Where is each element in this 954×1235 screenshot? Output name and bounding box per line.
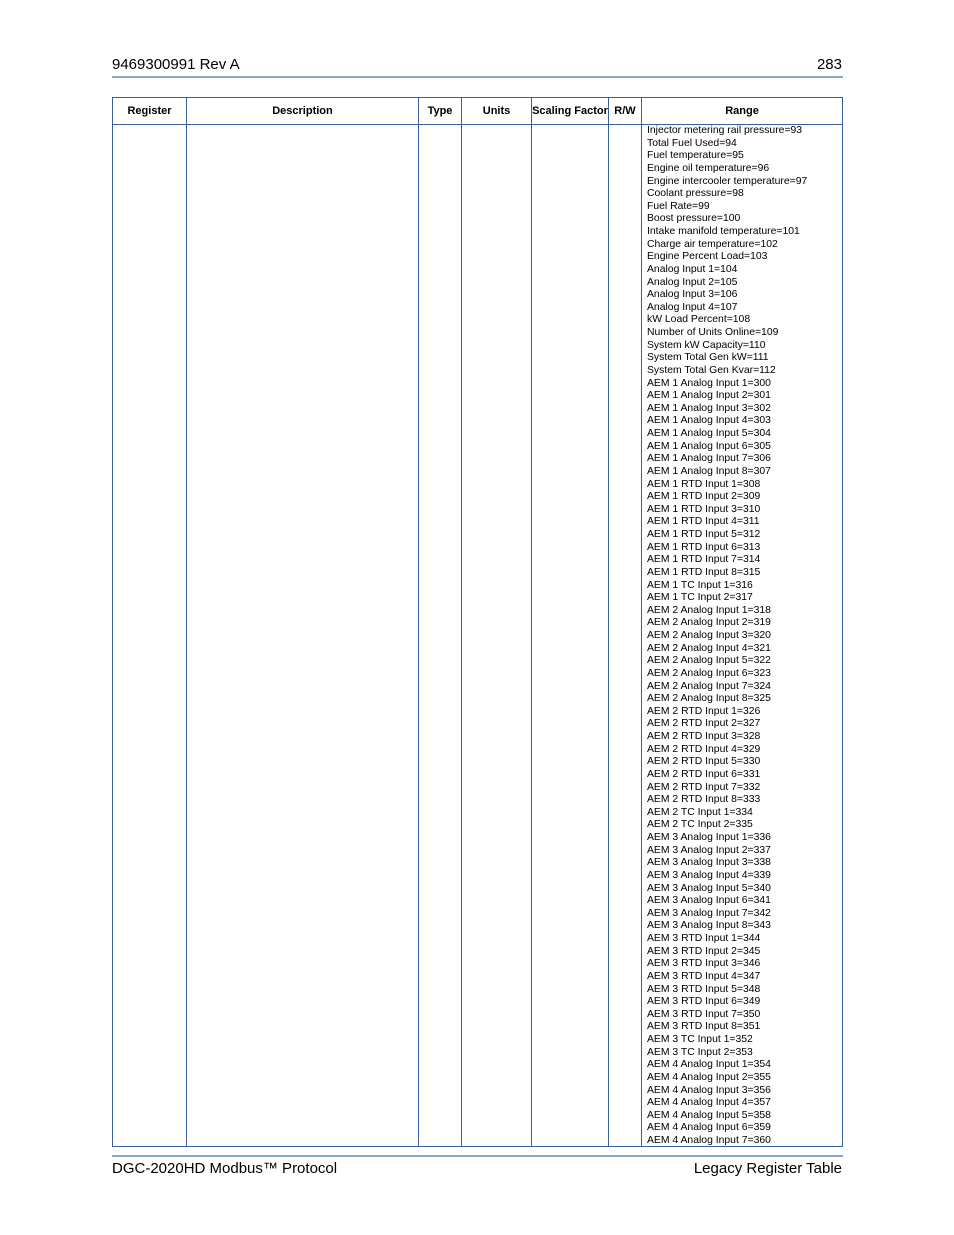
range-item: Engine intercooler temperature=97 bbox=[647, 175, 808, 187]
range-item: AEM 3 Analog Input 7=342 bbox=[647, 907, 771, 919]
column-header-description: Description bbox=[272, 104, 333, 117]
range-item: AEM 3 RTD Input 2=345 bbox=[647, 945, 761, 957]
column-header-register: Register bbox=[127, 104, 172, 117]
range-item: AEM 1 Analog Input 1=300 bbox=[647, 377, 771, 389]
range-item: Analog Input 4=107 bbox=[647, 301, 738, 313]
range-item: System Total Gen Kvar=112 bbox=[647, 364, 776, 376]
range-item: Fuel Rate=99 bbox=[647, 200, 710, 212]
range-item: AEM 3 RTD Input 7=350 bbox=[647, 1008, 761, 1020]
range-item: AEM 1 Analog Input 5=304 bbox=[647, 428, 771, 439]
range-list bbox=[647, 125, 842, 1148]
range-item: AEM 2 Analog Input 6=323 bbox=[647, 667, 771, 679]
range-item: AEM 2 TC Input 2=335 bbox=[647, 819, 753, 831]
range-item: System kW Capacity=110 bbox=[647, 339, 766, 351]
range-item: Engine oil temperature=96 bbox=[647, 162, 770, 174]
range-item: Charge air temperature=102 bbox=[647, 238, 778, 250]
range-item: AEM 3 Analog Input 8=343 bbox=[647, 920, 771, 932]
range-item: AEM 2 TC Input 1=334 bbox=[647, 806, 753, 818]
range-item: AEM 1 Analog Input 2=301 bbox=[647, 390, 771, 402]
range-item: AEM 2 RTD Input 5=330 bbox=[647, 756, 761, 768]
range-item: AEM 3 RTD Input 8=351 bbox=[647, 1021, 761, 1033]
footer-document-title: DGC-2020HD Modbus™ Protocol bbox=[112, 1160, 338, 1177]
range-item: AEM 1 RTD Input 8=315 bbox=[647, 566, 761, 578]
range-item: AEM 1 RTD Input 3=310 bbox=[647, 503, 761, 515]
range-item: AEM 2 Analog Input 8=325 bbox=[647, 693, 771, 705]
range-item: AEM 3 Analog Input 2=337 bbox=[647, 844, 771, 856]
range-item: AEM 2 Analog Input 1=318 bbox=[647, 604, 771, 616]
range-item: AEM 3 TC Input 1=352 bbox=[647, 1034, 753, 1045]
range-item: AEM 4 Analog Input 6=359 bbox=[647, 1122, 771, 1134]
range-item: AEM 2 RTD Input 6=331 bbox=[647, 768, 761, 780]
range-item: Coolant pressure=98 bbox=[647, 188, 744, 200]
range-item: System Total Gen kW=111 bbox=[647, 352, 769, 364]
range-item: Analog Input 3=106 bbox=[647, 289, 738, 301]
column-header-scaling-factor: Scaling Factor bbox=[532, 104, 608, 117]
range-item: Analog Input 1=104 bbox=[647, 263, 738, 275]
column-header-type: Type bbox=[427, 104, 453, 117]
column-divider bbox=[418, 98, 419, 1146]
column-divider bbox=[531, 98, 532, 1146]
column-divider bbox=[608, 98, 609, 1146]
range-item: AEM 3 Analog Input 3=338 bbox=[647, 857, 771, 869]
range-item: AEM 1 RTD Input 1=308 bbox=[647, 478, 761, 490]
range-item: Engine Percent Load=103 bbox=[647, 251, 768, 263]
range-item: AEM 1 Analog Input 8=307 bbox=[647, 465, 771, 477]
column-divider bbox=[641, 98, 642, 1146]
range-item: AEM 1 TC Input 1=316 bbox=[647, 579, 753, 591]
range-item: AEM 2 Analog Input 4=321 bbox=[647, 642, 771, 654]
range-item: kW Load Percent=108 bbox=[647, 314, 751, 326]
range-item: AEM 2 RTD Input 3=328 bbox=[647, 731, 761, 742]
range-item: AEM 1 RTD Input 6=313 bbox=[647, 541, 761, 553]
range-item: AEM 1 Analog Input 6=305 bbox=[647, 440, 771, 452]
range-item: AEM 2 RTD Input 4=329 bbox=[647, 743, 761, 755]
range-item: Intake manifold temperature=101 bbox=[647, 226, 800, 237]
range-item: AEM 2 Analog Input 7=324 bbox=[647, 680, 771, 692]
range-item: AEM 2 Analog Input 2=319 bbox=[647, 617, 771, 629]
range-item: AEM 3 RTD Input 1=344 bbox=[647, 933, 761, 944]
range-item: AEM 3 Analog Input 1=336 bbox=[647, 832, 771, 843]
range-item: AEM 3 Analog Input 4=339 bbox=[647, 869, 771, 881]
range-item: AEM 2 RTD Input 1=326 bbox=[647, 705, 761, 717]
range-item: AEM 4 Analog Input 3=356 bbox=[647, 1084, 771, 1096]
range-item: Number of Units Online=109 bbox=[647, 327, 779, 338]
range-item: AEM 4 Analog Input 4=357 bbox=[647, 1097, 771, 1109]
range-item: AEM 4 Analog Input 1=354 bbox=[647, 1059, 771, 1071]
range-item: Analog Input 2=105 bbox=[647, 276, 738, 288]
range-item: Boost pressure=100 bbox=[647, 213, 741, 225]
document-number: 9469300991 Rev A bbox=[112, 56, 240, 73]
header-rule bbox=[112, 76, 843, 78]
range-item: AEM 1 Analog Input 7=306 bbox=[647, 453, 771, 465]
range-item: AEM 1 RTD Input 5=312 bbox=[647, 529, 761, 540]
range-item: Injector metering rail pressure=93 bbox=[647, 125, 803, 136]
column-header-range: Range bbox=[725, 104, 759, 117]
range-item: AEM 2 RTD Input 8=333 bbox=[647, 794, 761, 806]
range-item: AEM 2 Analog Input 5=322 bbox=[647, 655, 771, 667]
range-item: AEM 3 RTD Input 4=347 bbox=[647, 970, 761, 982]
column-header-rw: R/W bbox=[614, 104, 636, 117]
column-divider bbox=[186, 98, 187, 1146]
range-item: AEM 1 RTD Input 2=309 bbox=[647, 491, 761, 503]
range-item: AEM 3 Analog Input 6=341 bbox=[647, 895, 771, 907]
range-item: AEM 3 TC Input 2=353 bbox=[647, 1046, 753, 1058]
column-divider bbox=[461, 98, 462, 1146]
range-item: AEM 3 RTD Input 3=346 bbox=[647, 958, 761, 970]
page-number: 283 bbox=[816, 56, 842, 73]
range-item: AEM 1 Analog Input 4=303 bbox=[647, 415, 771, 427]
range-item: AEM 3 RTD Input 5=348 bbox=[647, 983, 761, 995]
range-item: AEM 1 RTD Input 7=314 bbox=[647, 554, 761, 566]
column-header-units: Units bbox=[482, 104, 511, 117]
range-item: AEM 1 TC Input 2=317 bbox=[647, 592, 753, 604]
range-item: AEM 1 Analog Input 3=302 bbox=[647, 402, 771, 414]
range-item: Total Fuel Used=94 bbox=[647, 137, 737, 149]
range-item: AEM 4 Analog Input 5=358 bbox=[647, 1109, 771, 1121]
range-item: AEM 2 RTD Input 7=332 bbox=[647, 781, 761, 793]
range-item: AEM 4 Analog Input 2=355 bbox=[647, 1071, 771, 1083]
range-item: AEM 3 Analog Input 5=340 bbox=[647, 882, 771, 894]
range-item: AEM 2 RTD Input 2=327 bbox=[647, 718, 761, 730]
range-item: AEM 3 RTD Input 6=349 bbox=[647, 996, 761, 1008]
register-table bbox=[112, 97, 843, 1147]
range-item: Fuel temperature=95 bbox=[647, 150, 744, 162]
range-item: AEM 4 Analog Input 7=360 bbox=[647, 1135, 771, 1146]
footer-rule bbox=[112, 1155, 843, 1157]
footer-section-title: Legacy Register Table bbox=[693, 1160, 842, 1177]
range-item: AEM 1 RTD Input 4=311 bbox=[647, 516, 760, 528]
range-item: AEM 2 Analog Input 3=320 bbox=[647, 630, 771, 641]
